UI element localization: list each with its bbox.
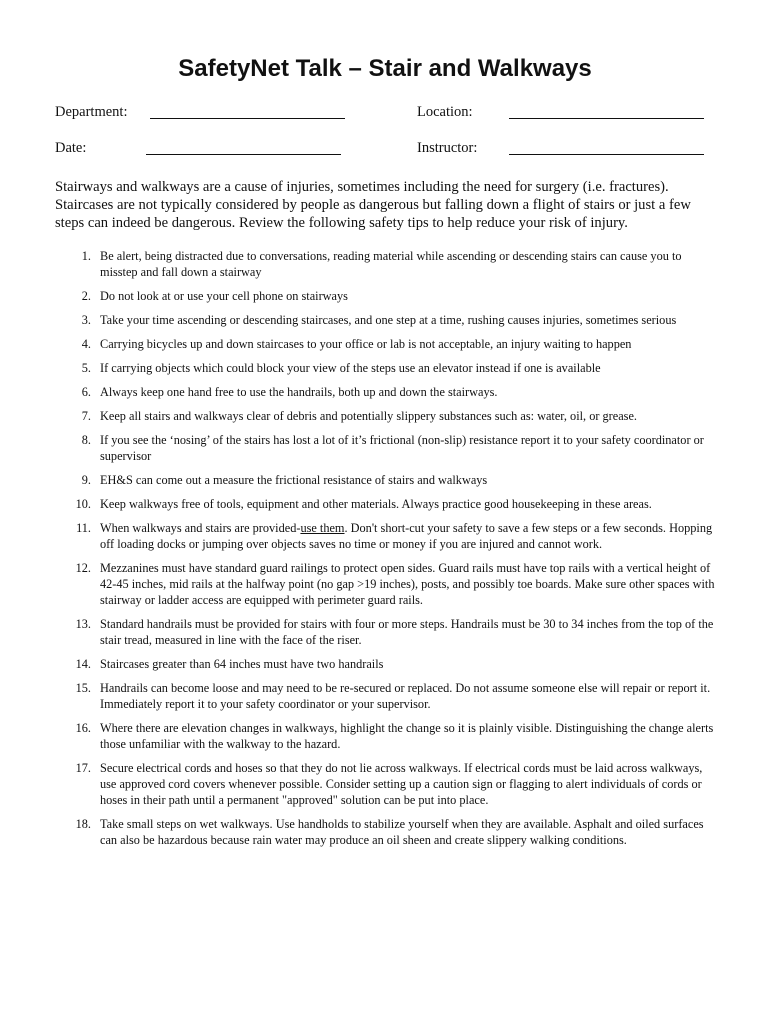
safety-tips-list — [55, 248, 720, 856]
location-label: Location: — [417, 104, 473, 120]
list-item-text: EH&S can come out a measure the frictional resistance of stairs and walkways — [100, 473, 488, 487]
list-item — [55, 656, 720, 672]
list-item-number: 12. — [75, 561, 91, 575]
list-item — [55, 760, 720, 808]
page-title: SafetyNet Talk – Stair and Walkways — [178, 55, 592, 82]
department-label: Department: — [55, 104, 128, 120]
department-field[interactable] — [150, 118, 345, 119]
list-item — [55, 432, 720, 464]
list-item — [55, 560, 720, 608]
list-item-text: Be alert, being distracted due to conversations, reading material while ascending or descending stairs can cause you to misstep and fall down a stairway — [100, 249, 682, 279]
instructor-field[interactable] — [509, 154, 704, 155]
list-item — [55, 312, 720, 328]
list-item-text-part: When walkways and stairs are provided- — [100, 521, 301, 535]
list-item — [55, 288, 720, 304]
list-item-text: Keep walkways free of tools, equipment and other materials. Always practice good housekeeping in these areas. — [100, 497, 652, 511]
list-item-text: Secure electrical cords and hoses so that they do not lie across walkways. If electrical cords must be laid across walkways, use approved cord covers whenever possible. Consider setting up a caution sign or flagging to alert individuals of cords or hoses in their path until a permanent "approved" solution can be put into place. — [100, 761, 703, 807]
list-item-number: 2. — [81, 289, 91, 303]
list-item-number: 7. — [81, 409, 91, 423]
list-item-text-part: . Don't short-cut your safety to save a few steps or a few seconds. Hopping off loading docks or jumping over objects saves no time or money if you are injured and cannot work. — [100, 521, 713, 551]
list-item-text — [100, 521, 712, 551]
list-item-text: Do not look at or use your cell phone on stairways — [100, 289, 348, 303]
list-item-number: 8. — [81, 433, 91, 447]
date-label: Date: — [55, 140, 87, 156]
list-item — [55, 680, 720, 712]
list-item-text: Always keep one hand free to use the handrails, both up and down the stairways. — [100, 385, 498, 399]
list-item-text: Staircases greater than 64 inches must have two handrails — [100, 657, 384, 671]
list-item-text: Take small steps on wet walkways. Use handholds to stabilize yourself when they are available. Asphalt and oiled surfaces can also be hazardous because rain water may produce an oil sheen and create slippery walking conditions. — [100, 817, 704, 847]
instructor-label: Instructor: — [417, 140, 478, 156]
list-item-text: Carrying bicycles up and down staircases to your office or lab is not acceptable, an injury waiting to happen — [100, 337, 632, 351]
list-item-number: 15. — [75, 681, 91, 695]
list-item-number: 5. — [81, 361, 91, 375]
list-item-number: 1. — [81, 249, 91, 263]
list-item-number: 3. — [81, 313, 91, 327]
date-field[interactable] — [146, 154, 341, 155]
intro-paragraph: Stairways and walkways are a cause of injuries, sometimes including the need for surgery (i.e. fractures). Staircases are not typically considered by people as dangerous but falling down a flight of stairs or just a few steps can indeed be dangerous. Review the following safety tips to help reduce your risk of injury. — [55, 179, 691, 231]
list-item — [55, 720, 720, 752]
list-item — [55, 360, 720, 376]
location-field[interactable] — [509, 118, 704, 119]
list-item-text: Mezzanines must have standard guard railings to protect open sides. Guard rails must have top rails with a vertical height of 42-45 inches, mid rails at the halfway point (no gap >19 inches), posts, and possibly toe boards. Make sure other spaces with stairway or ladder access are equipped with perimeter guard rails. — [100, 561, 715, 607]
list-item — [55, 384, 720, 400]
list-item — [55, 472, 720, 488]
list-item-text: If you see the ‘nosing’ of the stairs has lost a lot of it’s frictional (non-slip) resistance report it to your safety coordinator or supervisor — [100, 433, 704, 463]
list-item — [55, 496, 720, 512]
list-item-number: 11. — [76, 521, 91, 535]
list-item-number: 6. — [81, 385, 91, 399]
list-item-number: 10. — [75, 497, 91, 511]
list-item — [55, 616, 720, 648]
list-item-text: Where there are elevation changes in walkways, highlight the change so it is plainly visible. Distinguishing the change alerts those unfamiliar with the walkway to the hazard. — [100, 721, 714, 751]
list-item — [55, 336, 720, 352]
list-item-text: Take your time ascending or descending staircases, and one step at a time, rushing causes injuries, sometimes serious — [100, 313, 677, 327]
list-item-number: 9. — [81, 473, 91, 487]
list-item-number: 18. — [75, 817, 91, 831]
list-item-number: 16. — [75, 721, 91, 735]
list-item-text: If carrying objects which could block your view of the steps use an elevator instead if one is available — [100, 361, 601, 375]
list-item — [55, 248, 720, 280]
list-item — [55, 520, 720, 552]
list-item — [55, 408, 720, 424]
list-item — [55, 816, 720, 848]
list-item-number: 4. — [81, 337, 91, 351]
list-item-text: Keep all stairs and walkways clear of debris and potentially slippery substances such as: water, oil, or grease. — [100, 409, 637, 423]
list-item-text: Standard handrails must be provided for stairs with four or more steps. Handrails must be 30 to 34 inches from the top of the stair tread, measured in line with the face of the riser. — [100, 617, 714, 647]
list-item-number: 17. — [75, 761, 91, 775]
list-item-text: Handrails can become loose and may need to be re-secured or replaced. Do not assume someone else will repair or report it. Immediately report it to your safety coordinator or your supervisor. — [100, 681, 711, 711]
list-item-number: 14. — [75, 657, 91, 671]
list-item-number: 13. — [75, 617, 91, 631]
underlined-emphasis: use them — [300, 521, 345, 535]
